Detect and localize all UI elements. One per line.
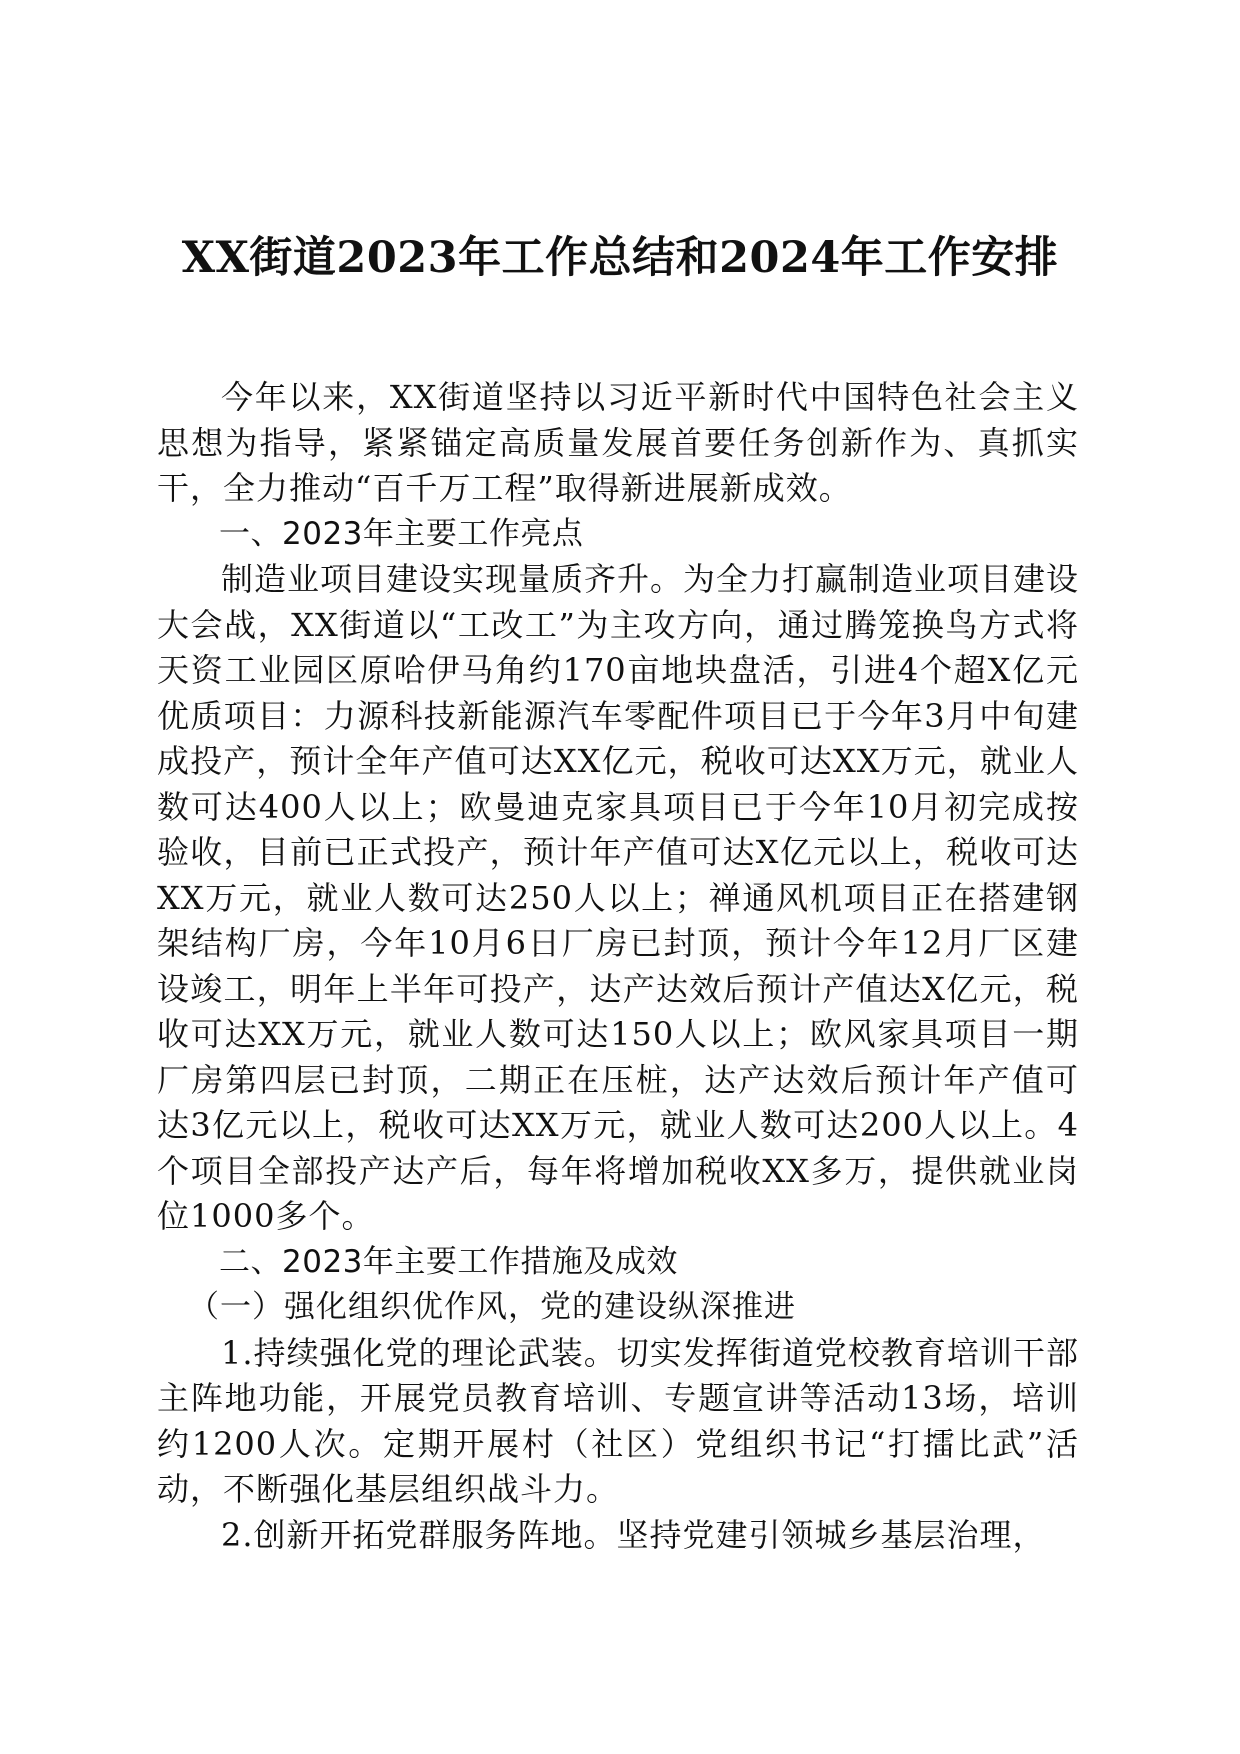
- section-1-paragraph: 制造业项目建设实现量质齐升。为全力打赢制造业项目建设大会战，XX街道以“工改工”为主攻方向，通过腾笼换鸟方式将天资工业园区原哈伊马角约170亩地块盘活，引进4个超X亿元优质项目：力源科技新能源汽车零配件项目已于今年3月中旬建成投产，预计全年产值可达XX亿元，税收可达XX万元，就业人数可达400人以上；欧曼迪克家具项目已于今年10月初完成按验收，目前已正式投产，预计年产值可达X亿元以上，税收可达XX万元，就业人数可达250人以上；禅通风机项目正在搭建钢架结构厂房，今年10月6日厂房已封顶，预计今年12月厂区建设竣工，明年上半年可投产，达产达效后预计产值达X亿元，税收可达XX万元，就业人数可达150人以上；欧风家具项目一期厂房第四层已封顶，二期正在压桩，达产达效后预计年产值可达3亿元以上，税收可达XX万元，就业人数可达200人以上。4个项目全部投产达产后，每年将增加税收XX多万，提供就业岗位1000多个。: [157, 560, 1080, 1235]
- section-2-heading: 二、2023年主要工作措施及成效: [219, 1243, 678, 1280]
- subsection-1-heading: （一）强化组织优作风，党的建设纵深推进: [188, 1289, 796, 1325]
- document-body: [157, 375, 1079, 1558]
- item-2-paragraph: 2.创新开拓党群服务阵地。坚持党建引领城乡基层治理，: [221, 1515, 1046, 1554]
- document-title: XX街道2023年工作总结和2024年工作安排: [181, 233, 1059, 283]
- intro-paragraph: 今年以来，XX街道坚持以习近平新时代中国特色社会主义思想为指导，紧紧锚定高质量发展首要任务创新作为、真抓实干，全力推动“百千万工程”取得新进展新成效。: [157, 378, 1079, 507]
- item-1-paragraph: 1.持续强化党的理论武装。切实发挥街道党校教育培训干部主阵地功能，开展党员教育培训、专题宣讲等活动13场，培训约1200人次。定期开展村（社区）党组织书记“打擂比武”活动，不断强化基层组织战斗力。: [157, 1333, 1079, 1508]
- section-1-heading: 一、2023年主要工作亮点: [219, 515, 584, 552]
